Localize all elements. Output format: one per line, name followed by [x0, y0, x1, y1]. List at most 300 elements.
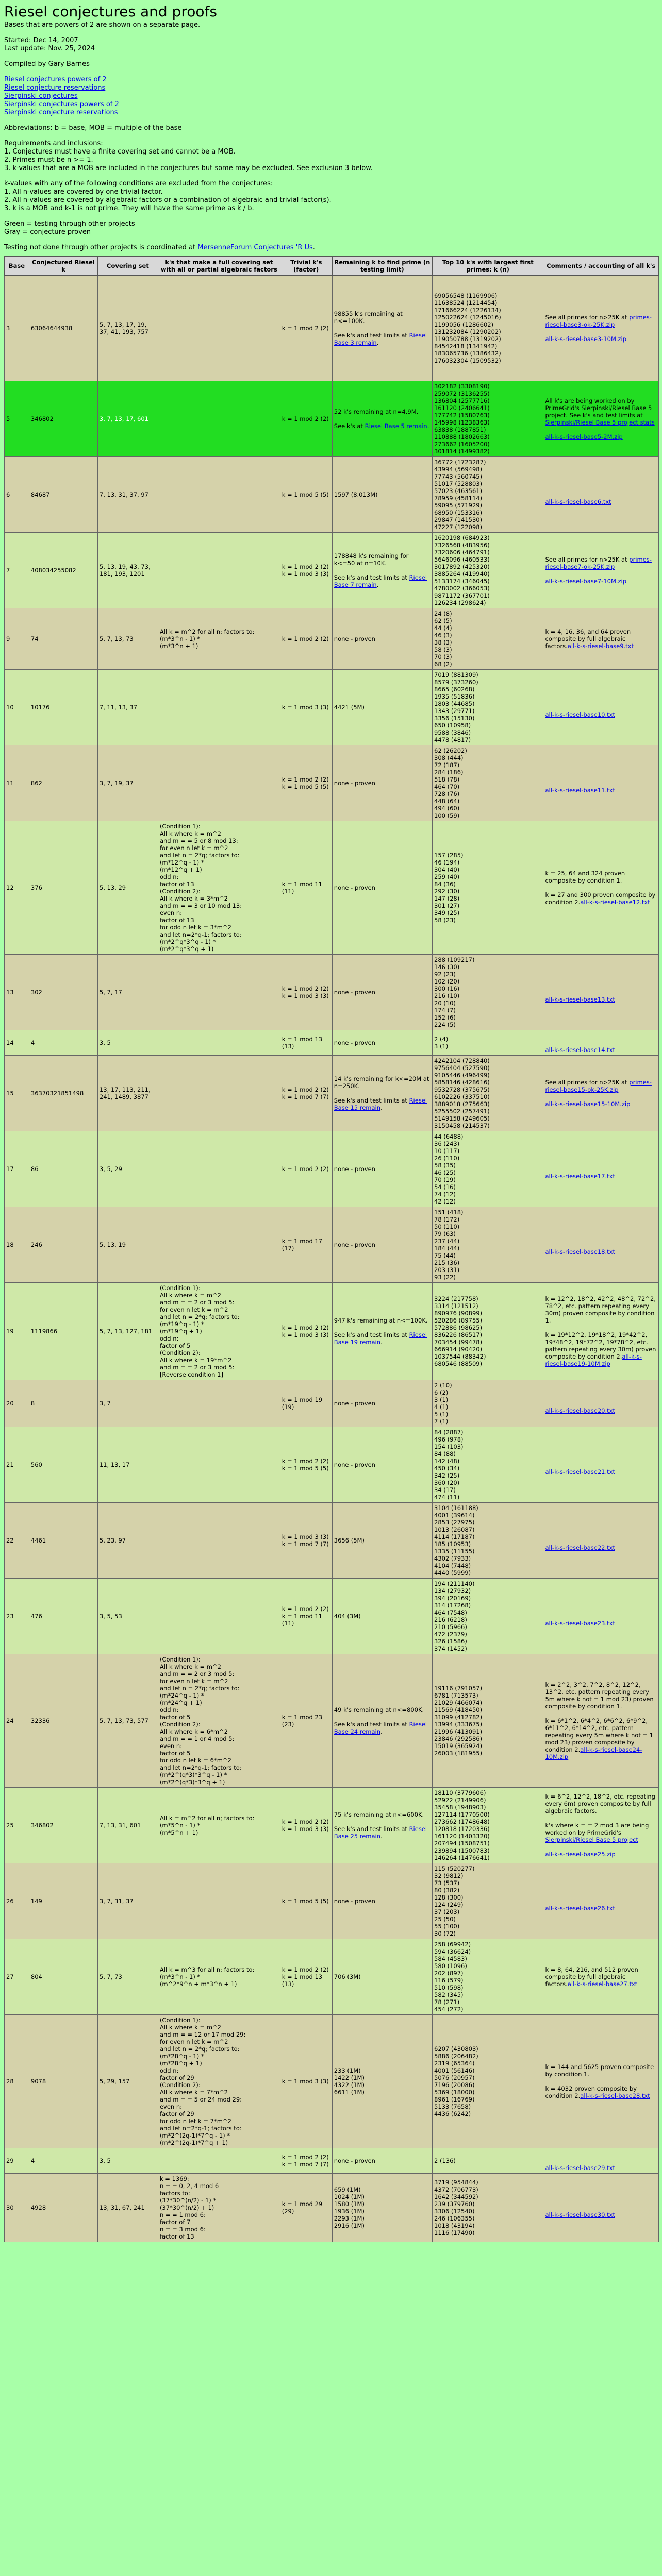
cell-base-text: 26 [6, 1897, 14, 1905]
cell-remaining: 178848 k's remaining for k<=50 at n=10K. See k's and test limits at Riesel Base 7 remain. [332, 533, 432, 608]
comment-link[interactable]: primes-riesel-base3-ok-25K.zip [545, 314, 652, 328]
cell-trivial [280, 1030, 332, 1056]
remaining-link[interactable]: Riesel Base 25 remain [334, 1825, 427, 1840]
cell-base [5, 670, 29, 745]
cell-base [5, 276, 29, 381]
cell-remaining [332, 2148, 432, 2174]
cell-remaining [332, 955, 432, 1030]
cell-comments [543, 533, 659, 608]
table-row [5, 1579, 659, 1654]
table-row [5, 276, 659, 381]
requirements-title: Requirements and inclusions: [4, 140, 103, 147]
cell-remaining [332, 1579, 432, 1654]
cell-base-text: 3 [6, 325, 10, 332]
cell-comments [543, 1030, 659, 1056]
remaining-link[interactable]: Riesel Base 24 remain [334, 1721, 427, 1735]
comment-link[interactable]: all-k-s-riesel-base10.txt [545, 711, 615, 718]
requirement-3: 3. k-values that are a MOB are included in the conjectures but some may be excluded. See exclusion 3 below. [4, 164, 373, 172]
cell-remaining: 52 k's remaining at n=4.9M. See k's at Riesel Base 5 remain. [332, 381, 432, 457]
cell-conjectured-k [29, 381, 97, 457]
cell-trivial [280, 821, 332, 955]
cell-trivial [280, 955, 332, 1030]
cell-remaining-text: 98855 k's remaining at n<=100K. See k's and test limits at [334, 310, 407, 339]
table-row [5, 670, 659, 745]
link-sierpinski-reservations[interactable]: Sierpinski conjecture reservations [4, 109, 118, 116]
cell-algebraic-factors-text: (Condition 1): All k where k = m^2 and m = = 2 or 3 mod 5: for even n let k = m^2 and let n = 2*q; factors to: (m*19^q - 1) * (m*19^q + 1) odd n: factor of 5 (Condition 2): All k where k = 19*m^2 and m = = 2 or 3 mod 5: [Reverse condition 1] [159, 1284, 240, 1378]
cell-trivial-text: k = 1 mod 2 (2) [282, 635, 329, 642]
cell-algebraic-factors [158, 1131, 280, 1207]
cell-base [5, 381, 29, 457]
cell-top10-text: 18110 (3779606) 52922 (2149906) 35458 (1948903) 127114 (1770500) 273662 (1748648) 120818 (1720336) 161120 (1403320) 207494 (1508751) 239894 (1500783) 146264 (1476641) [434, 1789, 490, 1861]
cell-covering-set-text: 3, 5 [99, 1039, 111, 1046]
cell-conjectured-k-text: 4 [30, 2157, 35, 2164]
remaining-link[interactable]: Riesel Base 5 remain [365, 422, 427, 430]
cell-remaining [332, 457, 432, 533]
cell-comments [543, 1056, 659, 1131]
cell-trivial-text: k = 1 mod 2 (2) [282, 415, 329, 422]
comment-link[interactable]: all-k-s-riesel-base14.txt [545, 1046, 615, 1054]
table-row [5, 745, 659, 821]
cell-base-text: 25 [6, 1822, 14, 1829]
cell-conjectured-k [29, 1503, 97, 1579]
cell-trivial-text: k = 1 mod 2 (2) k = 1 mod 3 (3) [282, 1818, 329, 1833]
cell-trivial-text: k = 1 mod 2 (2) k = 1 mod 11 (11) [282, 1605, 329, 1627]
cell-conjectured-k [29, 608, 97, 670]
comment-link[interactable]: all-k-s-riesel-base27.txt [567, 1980, 638, 1988]
cell-covering-set [97, 821, 158, 955]
cell-comments [543, 821, 659, 955]
cell-trivial [280, 1503, 332, 1579]
cell-top10-text: 151 (418) 78 (172) 50 (110) 79 (63) 237 (44) 184 (44) 75 (44) 215 (36) 203 (31) 93 (22) [434, 1209, 464, 1281]
table-row [5, 1427, 659, 1503]
table-row [5, 1207, 659, 1283]
cell-covering-set-text: 7, 13, 31, 37, 97 [99, 491, 148, 498]
cell-remaining-text: 659 (1M) 1024 (1M) 1580 (1M) 1936 (1M) 2293 (1M) 2916 (1M) [334, 2186, 365, 2229]
requirement-2: 2. Primes must be n >= 1. [4, 156, 93, 164]
comment-link[interactable]: all-k-s-riesel-base29.txt [545, 2164, 615, 2172]
cell-conjectured-k-text: 476 [30, 1613, 42, 1620]
cell-remaining-text: 178848 k's remaining for k<=50 at n=10K. See k's and test limits at [334, 552, 409, 581]
comment-link[interactable]: all-k-s-riesel-base15-10M.zip [545, 1100, 631, 1108]
comment-link[interactable]: all-k-s-riesel-base19-10M.zip [545, 1353, 642, 1367]
cell-top10 [433, 1207, 543, 1283]
cell-trivial [280, 533, 332, 608]
cell-remaining-text: none - proven [334, 1165, 375, 1173]
cell-trivial [280, 1579, 332, 1654]
cell-base [5, 745, 29, 821]
cell-trivial-text: k = 1 mod 3 (3) [282, 704, 329, 711]
cell-base-text: 21 [6, 1461, 14, 1468]
cell-algebraic-factors [158, 1654, 280, 1788]
cell-remaining-text: 404 (3M) [334, 1613, 361, 1620]
cell-remaining-text: none - proven [334, 1039, 375, 1046]
cell-trivial [280, 745, 332, 821]
cell-trivial-text: k = 1 mod 2 (2) k = 1 mod 3 (3) [282, 1324, 329, 1338]
cell-conjectured-k-text: 32336 [30, 1717, 50, 1724]
comment-link[interactable]: all-k-s-riesel-base18.txt [545, 1248, 615, 1256]
cell-algebraic-factors [158, 1056, 280, 1131]
cell-covering-set [97, 1579, 158, 1654]
cell-trivial [280, 608, 332, 670]
cell-remaining [332, 1030, 432, 1056]
cell-conjectured-k-text: 804 [30, 1973, 42, 1980]
cell-covering-set-text: 3, 7, 19, 37 [99, 779, 134, 787]
exclusion-2: 2. All n-values are covered by algebraic factors or a combination of algebraic and trivial factor(s). [4, 196, 332, 204]
cell-comments [543, 1131, 659, 1207]
cell-trivial-text: k = 1 mod 5 (5) [282, 1897, 329, 1905]
comment-link[interactable]: all-k-s-riesel-base24-10M.zip [545, 1746, 642, 1760]
cell-conjectured-k-text: 376 [30, 884, 42, 891]
cell-conjectured-k-text: 1119866 [30, 1328, 58, 1335]
cell-comments [543, 1863, 659, 1939]
cell-covering-set [97, 1131, 158, 1207]
cell-conjectured-k [29, 955, 97, 1030]
cell-base-text: 23 [6, 1613, 14, 1620]
cell-algebraic-factors [158, 1207, 280, 1283]
cell-top10 [433, 2174, 543, 2242]
cell-trivial-text: k = 1 mod 2 (2) [282, 325, 329, 332]
cell-top10-text: 115 (520277) 32 (9812) 73 (537) 80 (382) 128 (300) 124 (249) 37 (203) 25 (50) 55 (100) 30 (72) [434, 1865, 475, 1937]
table-row [5, 1654, 659, 1788]
cell-algebraic-factors-text: (Condition 1): All k where k = m^2 and m = = 12 or 17 mod 29: for even n let k = m^2 and let n = 2*q; factors to: (m*28^q - 1) * (m*28^q + 1) odd n: factor of 29 (Condition 2): All k where k = 7*m^2 and m = = 5 or 24 mod 29: even n: factor of 29 for odd n let k = 7*m^2 and let n=2*q-1; factors to: (m*2^(2q-1)*7^q - 1) * (m*2^(2q-1)*7^q + 1) [159, 2016, 246, 2146]
cell-base-text: 28 [6, 2078, 14, 2085]
cell-base [5, 1654, 29, 1788]
comment-link[interactable]: all-k-s-riesel-base28.txt [580, 2092, 650, 2099]
remaining-link[interactable]: Riesel Base 15 remain [334, 1097, 427, 1111]
cell-trivial [280, 2148, 332, 2174]
cell-top10-text: 19116 (791057) 6781 (713573) 21029 (466074) 11569 (418450) 31099 (412782) 13994 (333675) 21996 (413091) 23846 (292586) 15019 (365924) 26003 (181955) [434, 1685, 483, 1757]
cell-conjectured-k-text: 74 [30, 635, 39, 642]
cell-algebraic-factors [158, 1503, 280, 1579]
cell-top10-text: 4242104 (728840) 9756404 (527590) 9105446 (496499) 5858146 (428616) 9532728 (375675) 6102226 (337510) 3889018 (275663) 5255502 (257491) 5149158 (249605) 3150458 (214537) [434, 1057, 490, 1129]
comment-link[interactable]: all-k-s-riesel-base6.txt [545, 498, 611, 505]
table-row [5, 1788, 659, 1863]
cell-remaining [332, 2015, 432, 2148]
cell-base [5, 2148, 29, 2174]
cell-base [5, 608, 29, 670]
cell-conjectured-k-text: 84687 [30, 491, 50, 498]
cell-top10 [433, 533, 543, 608]
comment-link[interactable]: primes-riesel-base15-ok-25K.zip [545, 1079, 652, 1093]
cell-comments-text: k = 2^2, 3^2, 7^2, 8^2, 12^2, 13^2, etc. pattern repeating every 5m where k not = 1 mod 23) proven composite by condition 1. k = 6*1^2, 6*4^2, 6*6^2, 6*9^2, 6*11^2, 6*14^2, etc. pattern repeating every 5m where k not = 1 mod 23) proven composite by condition 2. [545, 1681, 654, 1753]
cell-remaining-text: none - proven [334, 779, 375, 787]
cell-conjectured-k [29, 276, 97, 381]
cell-trivial-text: k = 1 mod 2 (2) [282, 1165, 329, 1173]
link-riesel-reservations[interactable]: Riesel conjecture reservations [4, 84, 106, 92]
comment-link[interactable]: all-k-s-riesel-base3-10M.zip [545, 335, 627, 343]
comment-link[interactable]: all-k-s-riesel-base23.txt [545, 1620, 615, 1627]
comment-link[interactable]: all-k-s-riesel-base30.txt [545, 2211, 615, 2218]
header-comments: Comments / accounting of all k's [543, 257, 659, 276]
cell-comments-text: k = 144 and 5625 proven composite by condition 1. k = 4032 proven composite by condition 2. [545, 2063, 654, 2099]
cell-top10-text: 3224 (217758) 3314 (121512) 890976 (90899) 520286 (89755) 572886 (98625) 836226 (86517) 703454 (99478) 666914 (90420) 1037544 (88342) 680546 (88509) [434, 1295, 486, 1367]
cell-remaining: 49 k's remaining at n<=800K. See k's and test limits at Riesel Base 24 remain. [332, 1654, 432, 1788]
cell-comments-text: See all primes for n>25K at [545, 314, 630, 321]
cell-comments-text: k = 12^2, 18^2, 42^2, 48^2, 72^2, 78^2, etc. pattern repeating every 30m) proven composite by condition 1. k = 19*12^2, 19*18^2, 19*42^2, 19*48^2, 19*72^2, 19*78^2, etc. pattern repeating every 30m) proven composite by condition 2. [545, 1295, 656, 1360]
header-conjectured-k: Conjectured Riesel k [29, 257, 97, 276]
cell-trivial [280, 457, 332, 533]
subtitle: Bases that are powers of 2 are shown on a separate page. [4, 21, 201, 29]
cell-trivial [280, 1283, 332, 1380]
cell-remaining-text: none - proven [334, 989, 375, 996]
cell-top10 [433, 381, 543, 457]
cell-base [5, 1056, 29, 1131]
cell-conjectured-k [29, 1939, 97, 2015]
link-sierpinski-conjectures[interactable]: Sierpinski conjectures [4, 92, 78, 100]
cell-covering-set-text: 7, 13, 31, 601 [99, 1822, 141, 1829]
comment-link[interactable]: all-k-s-riesel-base26.txt [545, 1905, 615, 1912]
cell-conjectured-k-text: 302 [30, 989, 42, 996]
cell-top10 [433, 1030, 543, 1056]
cell-conjectured-k-text: 36370321851498 [30, 1090, 84, 1097]
cell-conjectured-k [29, 821, 97, 955]
cell-base-text: 9 [6, 635, 10, 642]
cell-comments [543, 1380, 659, 1427]
link-sierpinski-powers-of-2[interactable]: Sierpinski conjectures powers of 2 [4, 100, 119, 108]
cell-comments [543, 955, 659, 1030]
cell-remaining-text: none - proven [334, 2157, 375, 2164]
testing-suffix: . [312, 244, 315, 251]
cell-covering-set-text: 5, 7, 13, 17, 19, 37, 41, 193, 757 [99, 321, 148, 335]
cell-base [5, 1503, 29, 1579]
cell-remaining-text: 706 (3M) [334, 1973, 361, 1980]
cell-algebraic-factors [158, 2148, 280, 2174]
cell-conjectured-k [29, 1207, 97, 1283]
header-trivial-ks: Trivial k's (factor) [280, 257, 332, 276]
started-date: Started: Dec 14, 2007 [4, 37, 78, 44]
cell-remaining-text: none - proven [334, 635, 375, 642]
cell-conjectured-k-text: 4461 [30, 1537, 46, 1544]
cell-algebraic-factors [158, 745, 280, 821]
cell-remaining [332, 1863, 432, 1939]
cell-top10 [433, 1427, 543, 1503]
cell-conjectured-k [29, 1863, 97, 1939]
cell-covering-set [97, 1056, 158, 1131]
cell-top10 [433, 670, 543, 745]
testing-prefix: Testing not done through other projects is coordinated at [4, 244, 198, 251]
cell-conjectured-k [29, 2148, 97, 2174]
cell-comments [543, 1654, 659, 1788]
cell-covering-set [97, 2015, 158, 2148]
remaining-link[interactable]: Riesel Base 3 remain [334, 332, 427, 346]
cell-covering-set-text: 5, 7, 13, 73, 577 [99, 1717, 148, 1724]
cell-covering-set [97, 2174, 158, 2242]
cell-covering-set-text: 13, 31, 67, 241 [99, 2204, 145, 2211]
cell-comments [543, 1939, 659, 2015]
remaining-link[interactable]: Riesel Base 7 remain [334, 574, 427, 588]
cell-comments [543, 2148, 659, 2174]
cell-algebraic-factors-text: All k = m^3 for all n; factors to: (m*3^n - 1) * (m^2*9^n + m*3^n + 1) [159, 1966, 255, 1988]
link-riesel-powers-of-2[interactable]: Riesel conjectures powers of 2 [4, 76, 107, 83]
cell-remaining-text: 4421 (5M) [334, 704, 365, 711]
comment-link[interactable]: all-k-s-riesel-base25.zip [545, 1851, 616, 1858]
cell-base-text: 27 [6, 1973, 14, 1980]
comment-link[interactable]: all-k-s-riesel-base12.txt [580, 899, 650, 906]
header-top10: Top 10 k's with largest first primes: k (n) [433, 257, 543, 276]
cell-remaining-text: 75 k's remaining at n<=600K. See k's and test limits at [334, 1811, 424, 1833]
cell-covering-set-text: 5, 13, 29 [99, 884, 126, 891]
cell-trivial [280, 2015, 332, 2148]
cell-conjectured-k-text: 862 [30, 779, 42, 787]
cell-covering-set [97, 1654, 158, 1788]
cell-trivial-text: k = 1 mod 2 (2) k = 1 mod 5 (5) [282, 776, 329, 790]
cell-remaining: 14 k's remaining for k<=20M at n=250K. See k's and test limits at Riesel Base 15 remain. [332, 1056, 432, 1131]
cell-top10-text: 69056548 (1169906) 11638524 (1214454) 171666224 (1226134) 125022624 (1245016) 1199056 (1286602) 131232084 (1290202) 119050788 (1319202) 84542418 (1341942) 183065736 (1386432) 176032304 (1509532) [434, 292, 501, 364]
cell-remaining-text: none - proven [334, 1400, 375, 1407]
last-update-date: Last update: Nov. 25, 2024 [4, 45, 95, 53]
cell-top10-text: 2 (136) [434, 2157, 456, 2164]
comment-link[interactable]: all-k-s-riesel-base7-10M.zip [545, 578, 627, 585]
cell-top10 [433, 745, 543, 821]
cell-algebraic-factors [158, 1788, 280, 1863]
cell-base [5, 2174, 29, 2242]
cell-trivial-text: k = 1 mod 5 (5) [282, 491, 329, 498]
cell-base [5, 955, 29, 1030]
cell-algebraic-factors [158, 1283, 280, 1380]
cell-conjectured-k-text: 10176 [30, 704, 50, 711]
cell-top10-text: 6207 (430803) 5886 (206482) 2319 (65364) 4001 (56146) 5076 (20957) 7196 (20086) 5369 (18000) 8961 (16769) 5133 (7658) 4436 (6242) [434, 2045, 478, 2117]
cell-top10-text: 2 (10) 6 (2) 3 (1) 4 (1) 5 (1) 7 (1) [434, 1382, 452, 1425]
cell-covering-set [97, 381, 158, 457]
cell-conjectured-k-text: 346802 [30, 415, 54, 422]
cell-comments-text: k = 8, 64, 216, and 512 proven composite by full algebraic factors. [545, 1966, 638, 1988]
cell-base-text: 12 [6, 884, 14, 891]
cell-top10-text: 84 (2887) 496 (978) 154 (103) 84 (88) 142 (48) 450 (34) 342 (25) 360 (20) 34 (17) 474 (11) [434, 1429, 464, 1501]
cell-remaining-text: 3656 (5M) [334, 1537, 365, 1544]
cell-covering-set [97, 670, 158, 745]
cell-covering-set-text: 5, 13, 19, 43, 73, 181, 193, 1201 [99, 563, 151, 578]
cell-covering-set [97, 533, 158, 608]
cell-remaining-text: 49 k's remaining at n<=800K. See k's and test limits at [334, 1706, 424, 1728]
table-row [5, 1503, 659, 1579]
cell-covering-set-text: 5, 7, 73 [99, 1973, 122, 1980]
cell-covering-set [97, 1207, 158, 1283]
table-row [5, 955, 659, 1030]
comment-link[interactable]: all-k-s-riesel-base20.txt [545, 1407, 615, 1414]
cell-conjectured-k [29, 1427, 97, 1503]
cell-base-text: 5 [6, 415, 10, 422]
cell-base [5, 533, 29, 608]
cell-covering-set-text: 7, 11, 13, 37 [99, 704, 138, 711]
cell-conjectured-k [29, 533, 97, 608]
cell-conjectured-k [29, 2174, 97, 2242]
cell-top10-text: 288 (109217) 146 (30) 92 (23) 102 (20) 300 (16) 216 (10) 20 (10) 174 (7) 152 (6) 224 (5) [434, 956, 475, 1028]
cell-remaining [332, 2174, 432, 2242]
comment-link[interactable]: all-k-s-riesel-base22.txt [545, 1544, 615, 1551]
cell-remaining [332, 1939, 432, 2015]
cell-top10 [433, 608, 543, 670]
cell-top10 [433, 1380, 543, 1427]
remaining-link[interactable]: Riesel Base 19 remain [334, 1331, 427, 1346]
cell-top10 [433, 2148, 543, 2174]
testing-note [4, 244, 658, 252]
cell-remaining: 947 k's remaining at n<=100K. See k's and test limits at Riesel Base 19 remain. [332, 1283, 432, 1380]
cell-conjectured-k [29, 1030, 97, 1056]
cell-trivial [280, 1207, 332, 1283]
cell-covering-set-text: 3, 7, 31, 37 [99, 1897, 134, 1905]
cell-remaining-text: 14 k's remaining for k<=20M at n=250K. See k's and test limits at [334, 1075, 429, 1104]
cell-trivial [280, 2174, 332, 2242]
cell-remaining-text: none - proven [334, 1241, 375, 1248]
cell-algebraic-factors-text: All k = m^2 for all n; factors to: (m*5^n - 1) * (m*5^n + 1) [159, 1815, 255, 1836]
comment-link[interactable]: all-k-s-riesel-base13.txt [545, 996, 615, 1003]
comment-link[interactable]: primes-riesel-base7-ok-25K.zip [545, 556, 652, 570]
cell-covering-set [97, 457, 158, 533]
requirement-1: 1. Conjectures must have a finite covering set and cannot be a MOB. [4, 148, 236, 156]
link-conjectures-r-us[interactable]: MersenneForum Conjectures 'R Us [197, 244, 313, 251]
cell-top10-text: 36772 (1723287) 43994 (569498) 77743 (560745) 51017 (528803) 57023 (463561) 78959 (458114) 59095 (571929) 68950 (153316) 29847 (141530) 47227 (122098) [434, 459, 486, 531]
table-row [5, 2015, 659, 2148]
comment-link[interactable]: all-k-s-riesel-base5-2M.zip [545, 433, 623, 440]
cell-covering-set-text: 3, 7, 13, 17, 601 [99, 415, 148, 422]
table-row [5, 533, 659, 608]
comment-link[interactable]: Sierpinski/Riesel Base 5 project stats [545, 419, 655, 426]
comment-link[interactable]: all-k-s-riesel-base21.txt [545, 1468, 615, 1476]
cell-comments [543, 1283, 659, 1380]
cell-remaining-text: none - proven [334, 1897, 375, 1905]
table-row [5, 381, 659, 457]
cell-algebraic-factors [158, 457, 280, 533]
cell-comments [543, 1788, 659, 1863]
cell-remaining [332, 1503, 432, 1579]
cell-top10 [433, 1283, 543, 1380]
cell-top10 [433, 2015, 543, 2148]
cell-conjectured-k [29, 1056, 97, 1131]
table-row [5, 2174, 659, 2242]
cell-trivial-text: k = 1 mod 11 (11) [282, 880, 323, 895]
cell-base [5, 457, 29, 533]
cell-base-text: 30 [6, 2204, 14, 2211]
cell-algebraic-factors [158, 670, 280, 745]
comment-link[interactable]: all-k-s-riesel-base11.txt [545, 787, 615, 794]
cell-covering-set-text: 13, 17, 113, 211, 241, 1489, 3877 [99, 1086, 151, 1100]
cell-algebraic-factors-text: (Condition 1): All k where k = m^2 and m = = 5 or 8 mod 13: for even n let k = m^2 and let n = 2*q; factors to: (m*12^q - 1) * (m*12^q + 1) odd n: factor of 13 (Condition 2): All k where k = 3*m^2 and m = = 3 or 10 mod 13: even n: factor of 13 for odd n let k = 3*m^2 and let n=2*q-1; factors to: (m*2^q*3^q - 1) * (m*2^q*3^q + 1) [159, 823, 242, 953]
cell-conjectured-k-text: 8 [30, 1400, 35, 1407]
cell-base-text: 18 [6, 1241, 14, 1248]
cell-conjectured-k-text: 63064644938 [30, 325, 73, 332]
cell-top10 [433, 955, 543, 1030]
cell-remaining-text: none - proven [334, 884, 375, 891]
exclusion-3: 3. k is a MOB and k-1 is not prime. They will have the same prime as k / b. [4, 205, 254, 212]
cell-algebraic-factors [158, 955, 280, 1030]
cell-top10-text: 24 (8) 62 (5) 44 (4) 46 (3) 38 (3) 58 (3) 70 (3) 68 (2) [434, 610, 452, 668]
comment-link[interactable]: all-k-s-riesel-base9.txt [567, 642, 634, 650]
cell-trivial-text: k = 1 mod 2 (2) k = 1 mod 7 (7) [282, 1086, 329, 1100]
cell-comments-text: k = 4, 16, 36, and 64 proven composite by full algebraic factors. [545, 628, 631, 650]
cell-comments [543, 381, 659, 457]
cell-base [5, 1380, 29, 1427]
cell-algebraic-factors [158, 821, 280, 955]
cell-trivial [280, 276, 332, 381]
cell-trivial-text: k = 1 mod 19 (19) [282, 1396, 323, 1411]
comment-link[interactable]: Sierpinski/Riesel Base 5 project [545, 1836, 639, 1843]
header-algebraic-factors: k's that make a full covering set with all or partial algebraic factors [158, 257, 280, 276]
cell-trivial [280, 1131, 332, 1207]
cell-top10-text: 194 (211140) 134 (27932) 394 (20169) 314 (17268) 464 (7548) 216 (6218) 210 (5966) 472 (2379) 326 (1586) 374 (1452) [434, 1580, 475, 1652]
cell-top10-text: 2 (4) 3 (1) [434, 1036, 449, 1050]
cell-base [5, 1283, 29, 1380]
cell-conjectured-k [29, 1131, 97, 1207]
gray-legend: Gray = conjecture proven [4, 228, 91, 236]
cell-conjectured-k-text: 408034255082 [30, 567, 76, 574]
comment-link[interactable]: all-k-s-riesel-base17.txt [545, 1173, 615, 1180]
cell-conjectured-k [29, 1788, 97, 1863]
cell-trivial-text: k = 1 mod 29 (29) [282, 2200, 323, 2215]
cell-comments-text: See all primes for n>25K at [545, 1079, 630, 1086]
cell-base [5, 1788, 29, 1863]
cell-top10 [433, 821, 543, 955]
cell-conjectured-k [29, 1283, 97, 1380]
